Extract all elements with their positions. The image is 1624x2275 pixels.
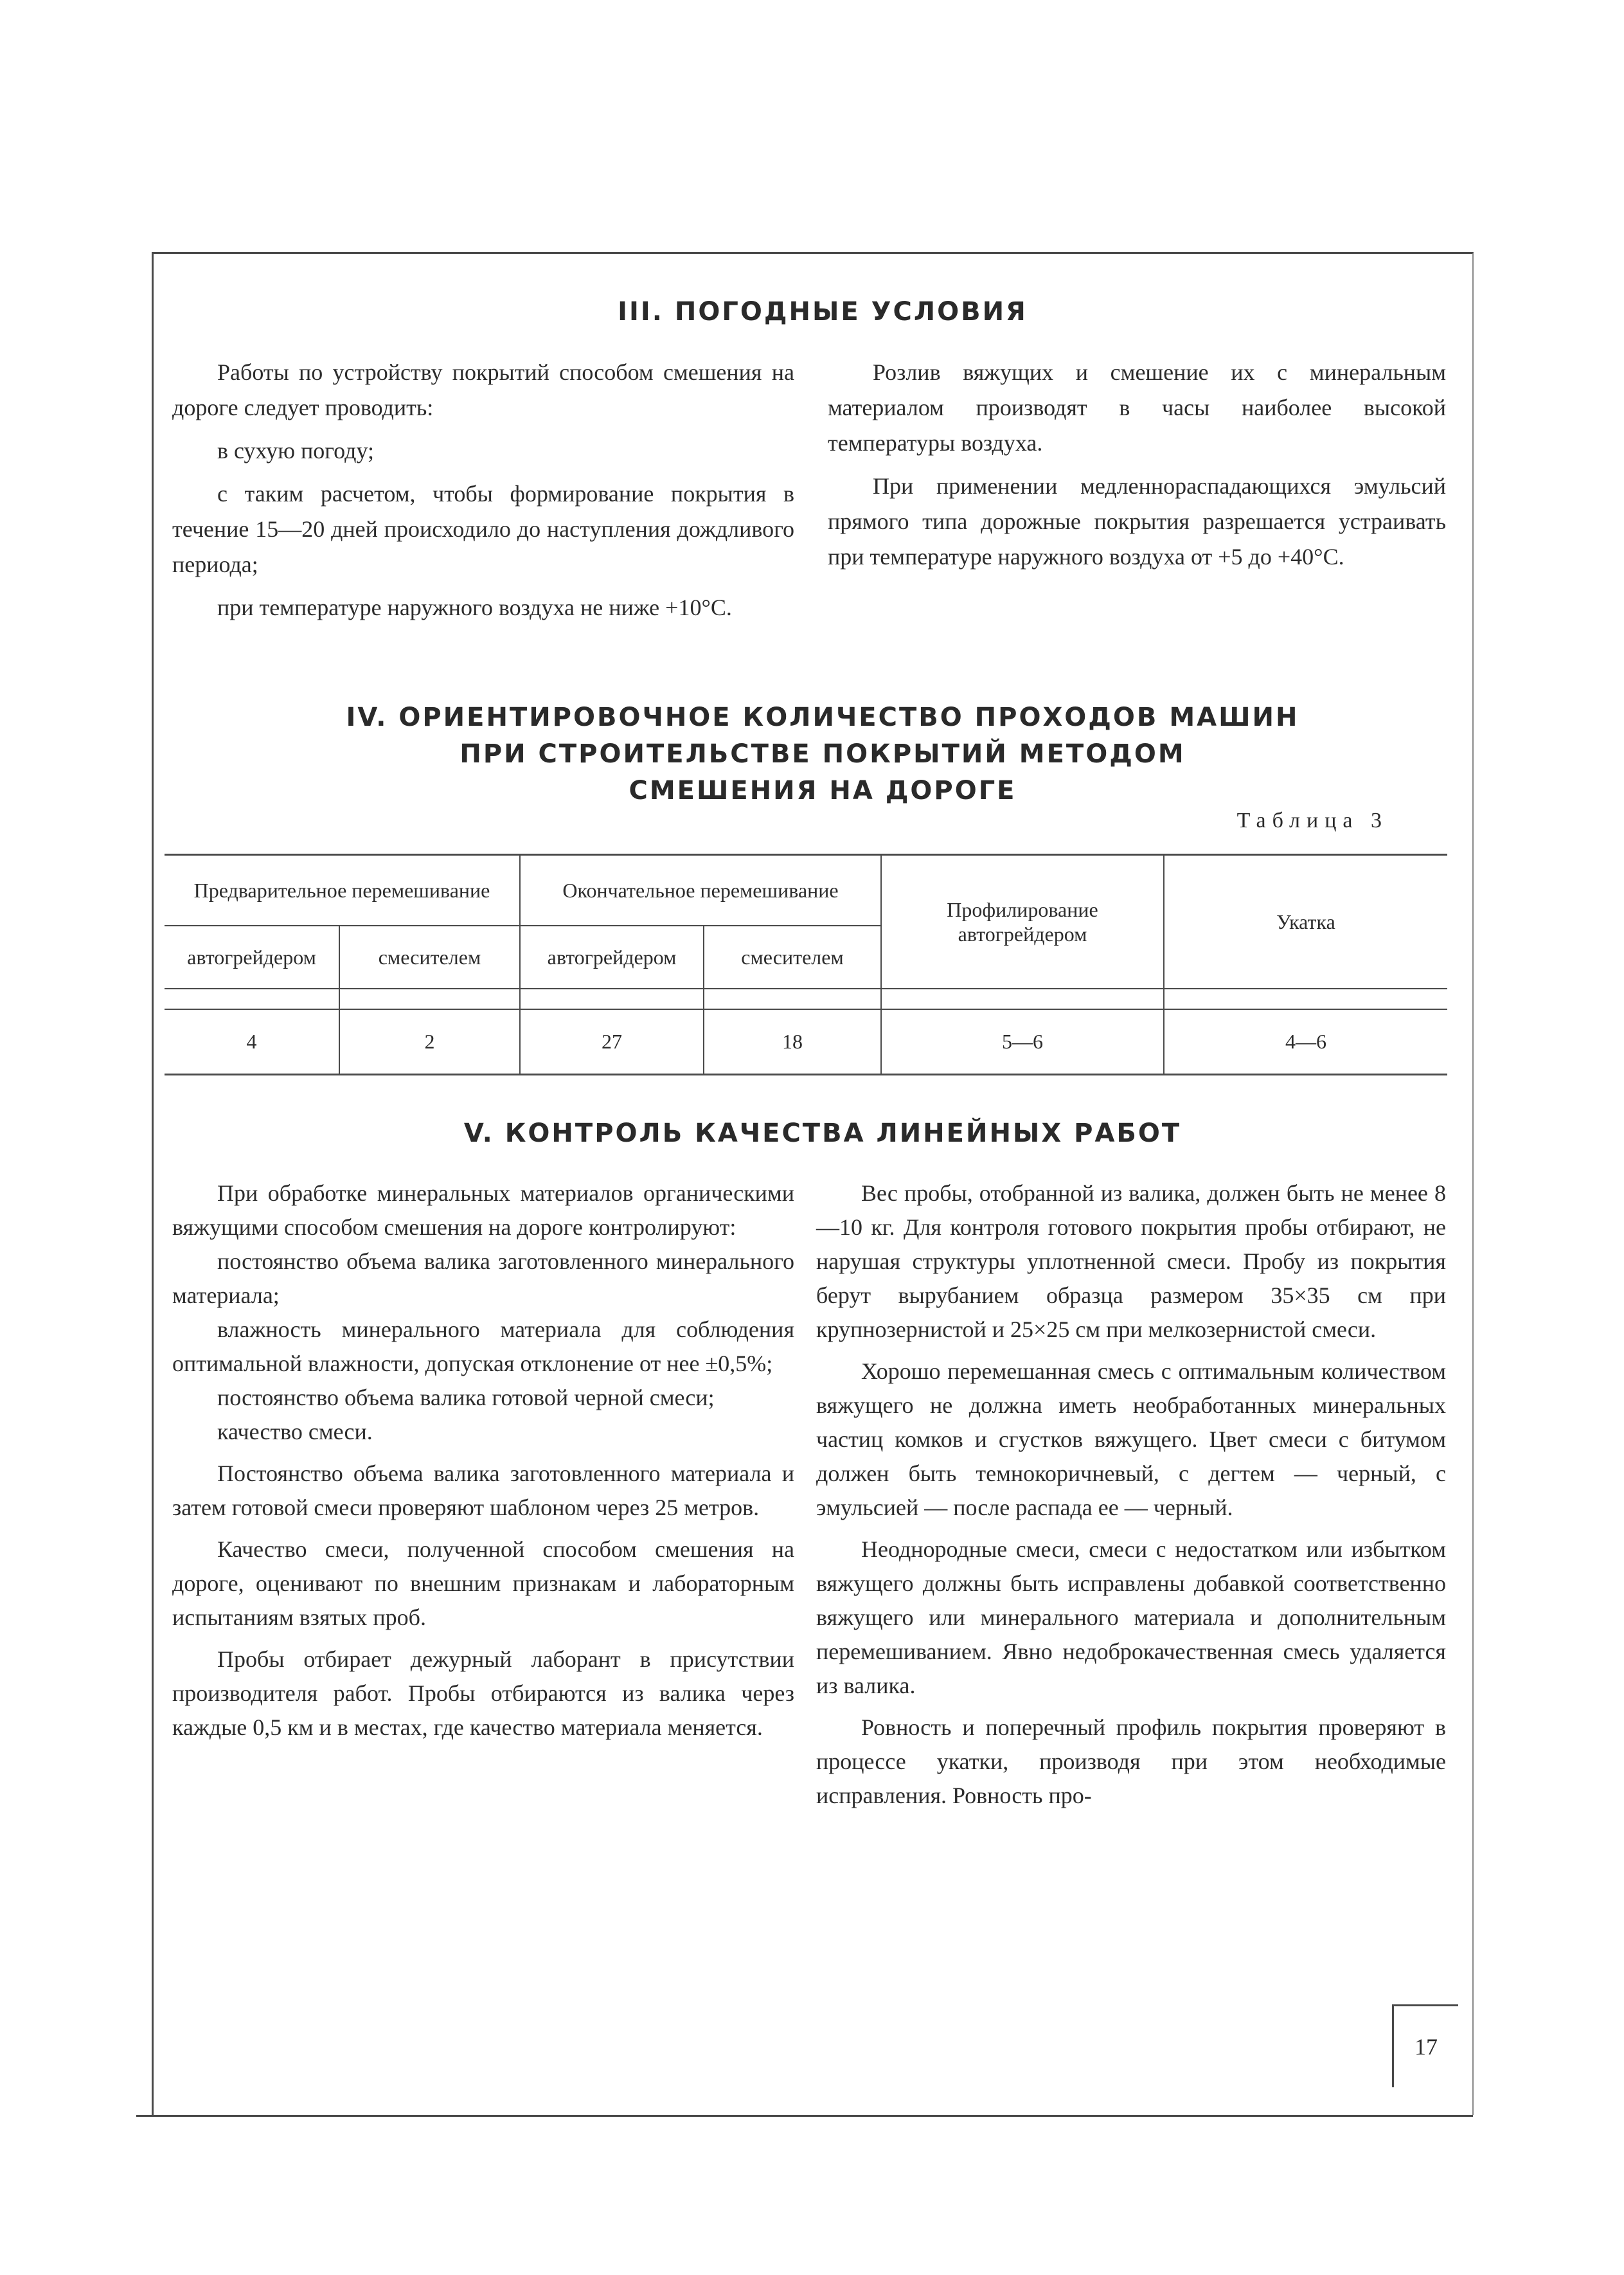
paragraph: влажность минерального материала для соблюдения оптимальной влажности, допуская отклонение от нее ±0,5%; xyxy=(172,1317,794,1376)
table-header-row xyxy=(165,855,1447,926)
section-5-left-column xyxy=(172,1176,794,1752)
section-4-title-line: IV. ОРИЕНТИРОВОЧНОЕ КОЛИЧЕСТВО ПРОХОДОВ МАШИН xyxy=(346,703,1299,732)
paragraph: Вес пробы, отобранной из валика, должен быть не менее 8—10 кг. Для контроля готового покрытия пробы отбирают, не нарушая структуры уплотненной смеси. Пробу из покрытия берут вырубанием образца размером 35×35 см при крупнозернистой и 25×25 см при мелкозернистой смеси. xyxy=(816,1180,1446,1342)
paragraph: Пробы отбирает дежурный лаборант в присутствии производителя работ. Пробы отбираются из валика через каждые 0,5 км и в местах, где качество материала меняется. xyxy=(172,1646,794,1740)
table-cell: 2 xyxy=(339,1009,520,1075)
table-subheader-cell: смесителем xyxy=(339,926,520,989)
paragraph: в сухую погоду; xyxy=(217,438,374,463)
table-cell: 4—6 xyxy=(1164,1009,1447,1075)
section-4-title-line: ПРИ СТРОИТЕЛЬСТВЕ ПОКРЫТИЙ МЕТОДОМ xyxy=(460,739,1186,769)
paragraph: Ровность и поперечный профиль покрытия проверяют в процессе укатки, производя при этом необходимые исправления. Ровность про- xyxy=(816,1714,1446,1808)
table-spacer-row xyxy=(165,989,1447,1009)
page-bottom-rule xyxy=(136,2115,1473,2117)
table-cell: 5—6 xyxy=(881,1009,1164,1075)
table-cell: 18 xyxy=(704,1009,881,1075)
paragraph: Качество смеси, полученной способом смешения на дороге, оценивают по внешним признакам и лабораторным испытаниям взятых проб. xyxy=(172,1536,794,1630)
paragraph: При обработке минеральных материалов органическими вяжущими способом смешения на дороге контролируют: xyxy=(172,1180,794,1240)
table-subheader-cell: автогрейдером xyxy=(520,926,704,989)
paragraph: постоянство объема валика заготовленного минерального материала; xyxy=(172,1248,794,1308)
table-cell: 4 xyxy=(165,1009,339,1075)
page-number: 17 xyxy=(1392,2004,1458,2087)
paragraph: качество смеси. xyxy=(217,1419,373,1444)
paragraph: Розлив вяжущих и смешение их с минеральным материалом производят в часы наиболее высокой температуры воздуха. xyxy=(828,359,1446,456)
paragraph: Неоднородные смеси, смеси с недостатком или избытком вяжущего должны быть исправлены добавкой соответственно вяжущего или минерального материала и дополнительным перемешиванием. Явно недоброкачественная смесь удаляется из валика. xyxy=(816,1536,1446,1698)
paragraph: при температуре наружного воздуха не ниже +10°С. xyxy=(217,595,732,620)
table-subheader-cell: смесителем xyxy=(704,926,881,989)
machine-passes-table xyxy=(165,854,1447,1075)
paragraph: При применении медленнораспадающихся эмульсий прямого типа дорожные покрытия разрешается устраивать при температуре наружного воздуха от +5 до +40°С. xyxy=(828,473,1446,570)
table-row xyxy=(165,1009,1447,1075)
table-cell: 27 xyxy=(520,1009,704,1075)
paragraph: Постоянство объема валика заготовленного материала и затем готовой смеси проверяют шаблоном через 25 метров. xyxy=(172,1461,794,1520)
section-3-title: III. ПОГОДНЫЕ УСЛОВИЯ xyxy=(618,297,1028,327)
table-header-cell: Окончательное перемешивание xyxy=(520,855,881,926)
section-3-right-column xyxy=(828,355,1446,582)
table-header-cell: Профилирование автогрейдером xyxy=(881,855,1164,989)
section-4-title xyxy=(193,699,1452,809)
table-header-cell: Предварительное перемешивание xyxy=(165,855,520,926)
paragraph: Работы по устройству покрытий способом смешения на дороге следует проводить: xyxy=(172,359,794,420)
section-5-title: V. КОНТРОЛЬ КАЧЕСТВА ЛИНЕЙНЫХ РАБОТ xyxy=(463,1119,1182,1148)
table-subheader-cell: автогрейдером xyxy=(165,926,339,989)
section-4-title-line: СМЕШЕНИЯ НА ДОРОГЕ xyxy=(629,776,1017,805)
paragraph: постоянство объема валика готовой черной смеси; xyxy=(217,1385,715,1410)
paragraph: Хорошо перемешанная смесь с оптимальным количеством вяжущего не должна иметь необработанных минеральных частиц комков и сгустков вяжущего. Цвет смеси с битумом должен быть темнокоричневый, с дегтем — черный, с эмульсией — после распада ее — черный. xyxy=(816,1358,1446,1520)
section-5-right-column xyxy=(816,1176,1446,1821)
table-label: Таблица 3 xyxy=(1236,809,1388,832)
section-3-left-column xyxy=(172,355,794,633)
table-header-cell: Укатка xyxy=(1164,855,1447,989)
paragraph: с таким расчетом, чтобы формирование покрытия в течение 15—20 дней происходило до наступления дождливого периода; xyxy=(172,481,794,577)
